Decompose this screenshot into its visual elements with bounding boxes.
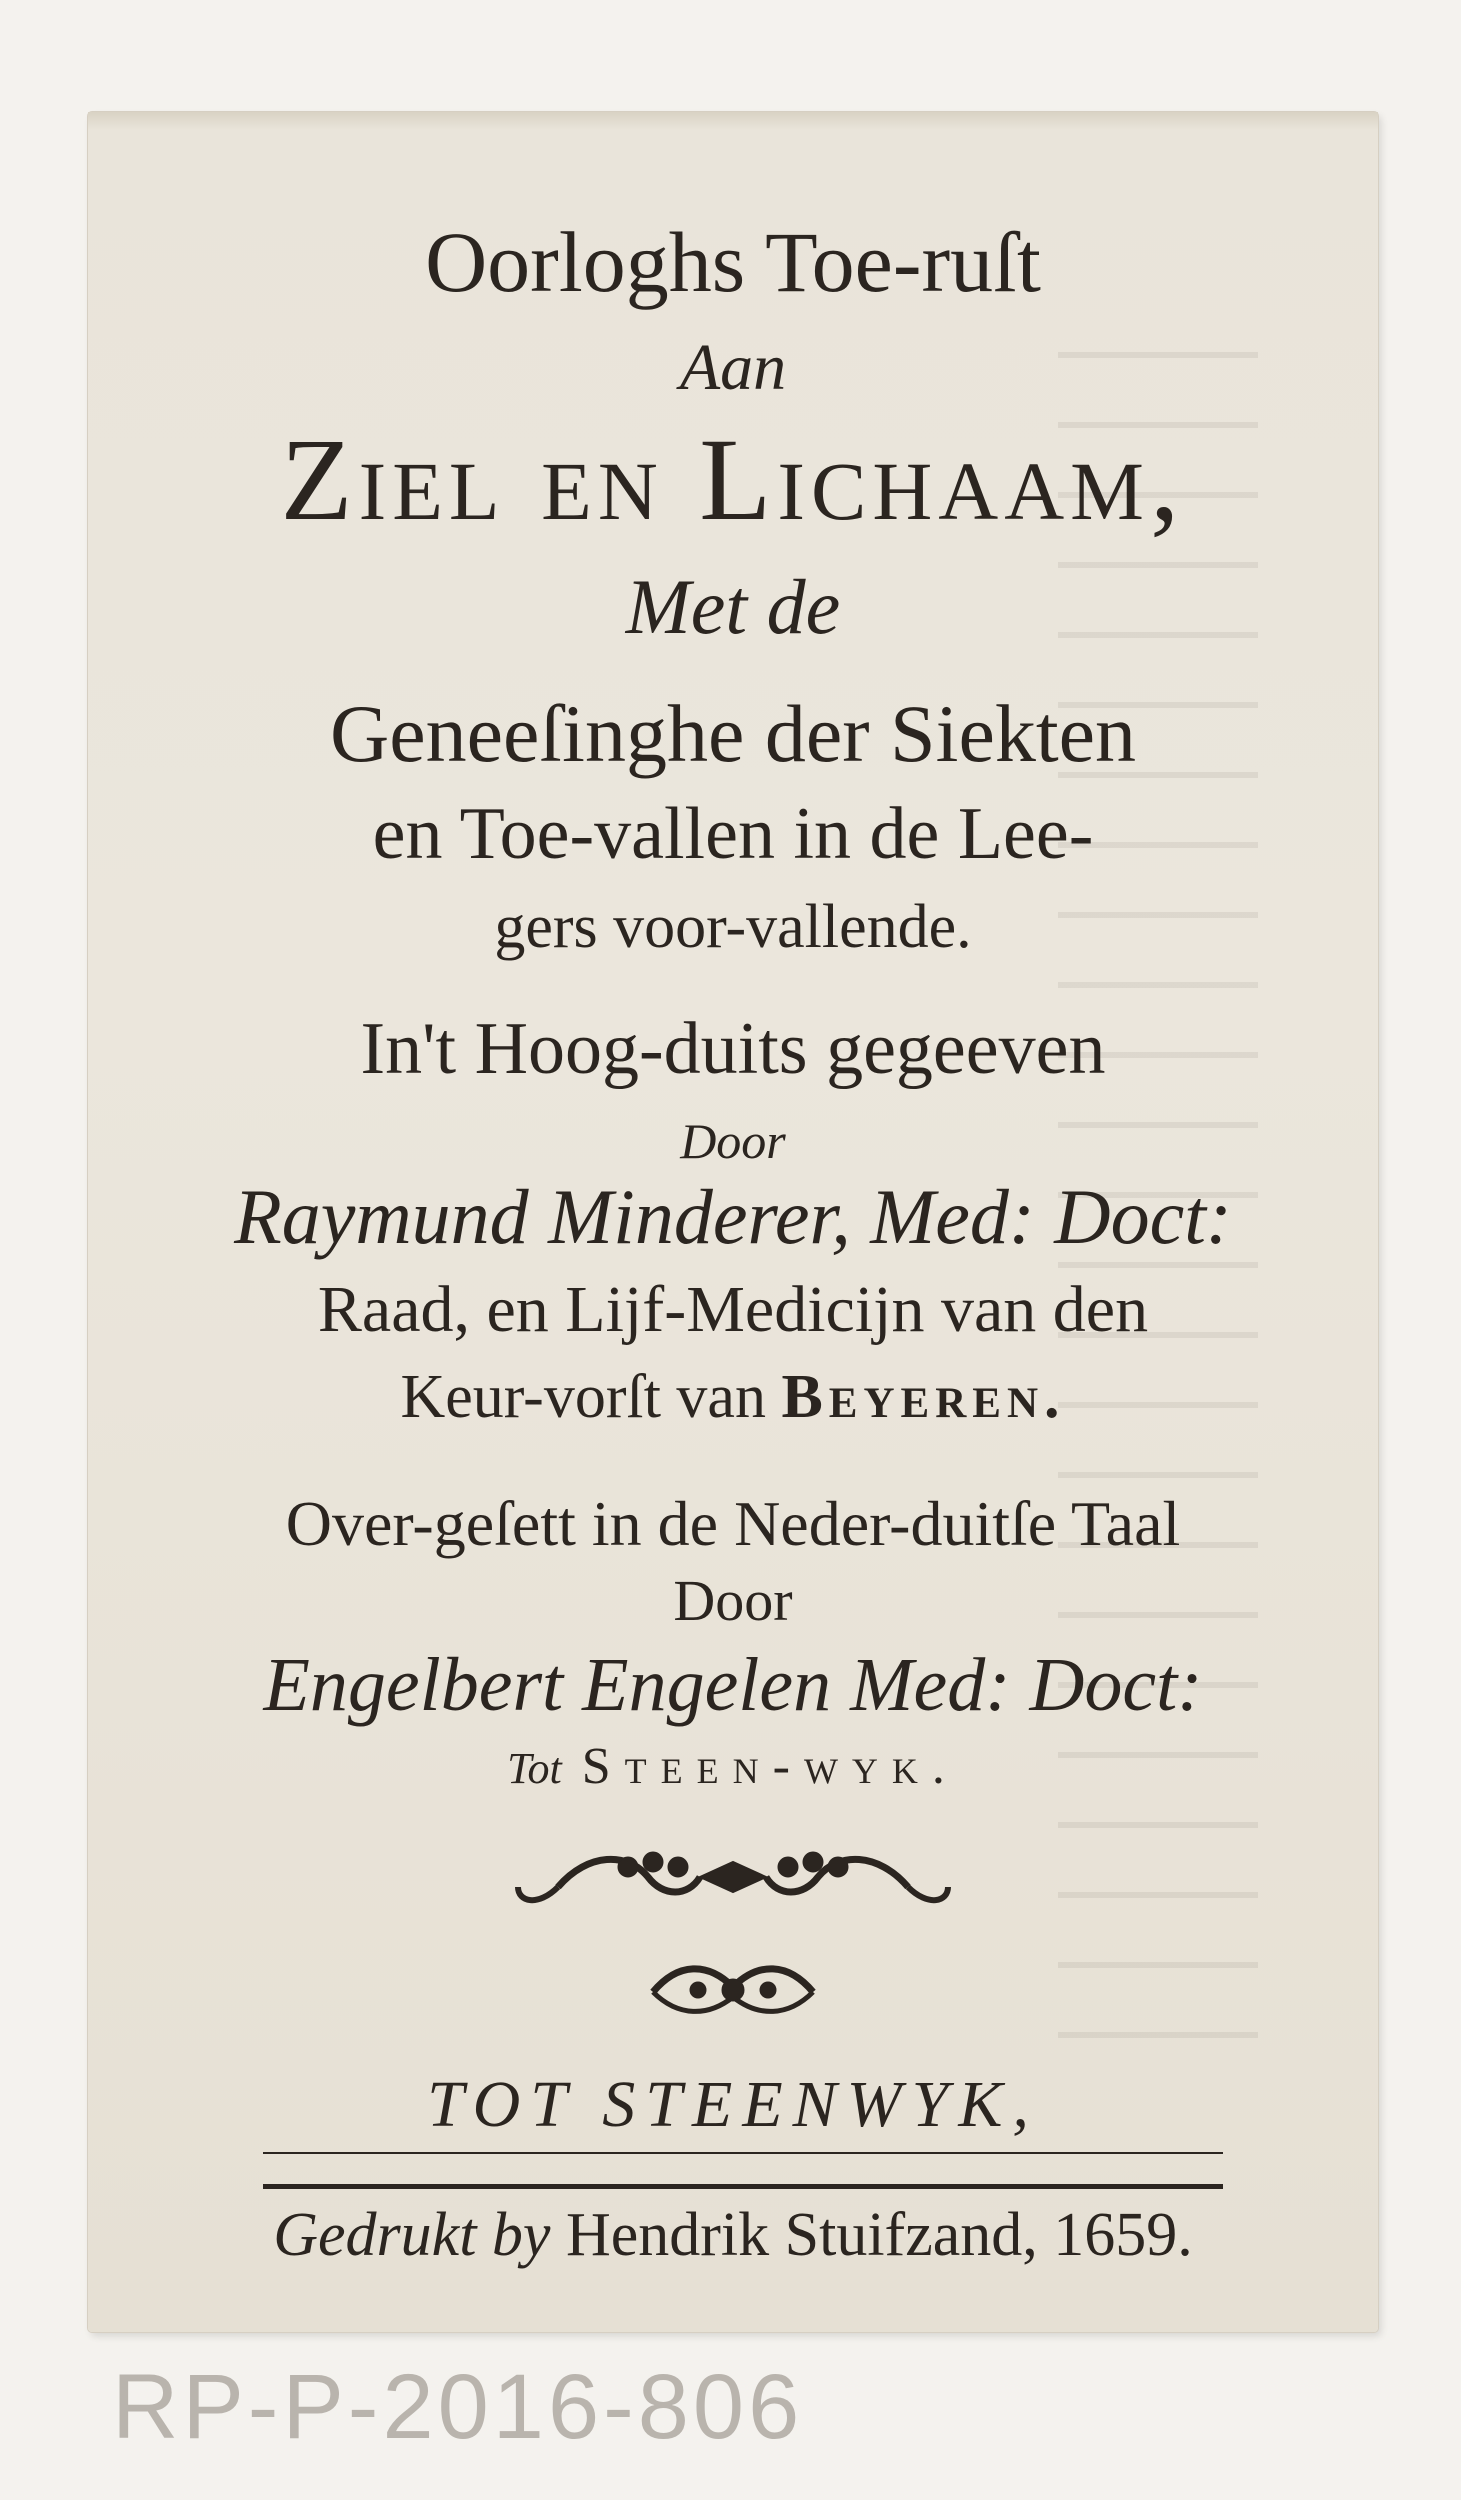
title-geneesinghe: Geneeſinghe der Siekten	[329, 688, 1137, 779]
printer-prefix: Gedrukt by	[273, 2201, 551, 2269]
title-toe-vallen: en Toe-vallen in de Lee-	[372, 793, 1094, 875]
title-gers: gers voor-vallende.	[494, 893, 972, 961]
printer-ornament-top	[88, 1832, 1378, 1922]
title-aan: Aan	[679, 331, 787, 404]
translator-name: Engelbert Engelen Med: Doct:	[263, 1643, 1203, 1727]
place-name: Steen-wyk.	[581, 1738, 959, 1795]
title-met-de: Met de	[625, 563, 841, 650]
author-name: Raymund Minderer, Med: Doct:	[234, 1173, 1232, 1260]
printer-ornament-bottom	[88, 1952, 1378, 2022]
place-tot: Tot	[507, 1744, 562, 1793]
translation-line: Over-geſett in de Neder-duitſe Taal	[285, 1488, 1181, 1559]
title-page	[88, 112, 1378, 2332]
printer-name-date: Hendrik Stuifzand, 1659.	[550, 2201, 1193, 2269]
keur-prefix: Keur-vorſt van	[400, 1363, 782, 1431]
main-title: Ziel en Lichaam,	[280, 414, 1186, 545]
title-line-1: Oorloghs Toe-ruſt	[425, 214, 1041, 310]
door-label-2: Door	[673, 1568, 793, 1633]
imprint-place: TOT STEENWYK,	[427, 2068, 1039, 2141]
inventory-number: RP-P-2016-806	[112, 2356, 804, 2458]
imprint-rule	[263, 2184, 1223, 2189]
translator-place	[88, 1737, 1378, 1796]
keur-caps: Beyeren.	[781, 1363, 1066, 1431]
paper-sheet	[88, 112, 1378, 2332]
imprint-rule-thin	[263, 2152, 1223, 2154]
original-language-line: In't Hoog-duits gegeeven	[360, 1008, 1106, 1090]
printer-line	[88, 2200, 1378, 2271]
door-label-1: Door	[680, 1113, 786, 1169]
author-title-1: Raad, en Lijf-Medicijn van den	[317, 1273, 1149, 1346]
author-title-2	[88, 1362, 1378, 1433]
